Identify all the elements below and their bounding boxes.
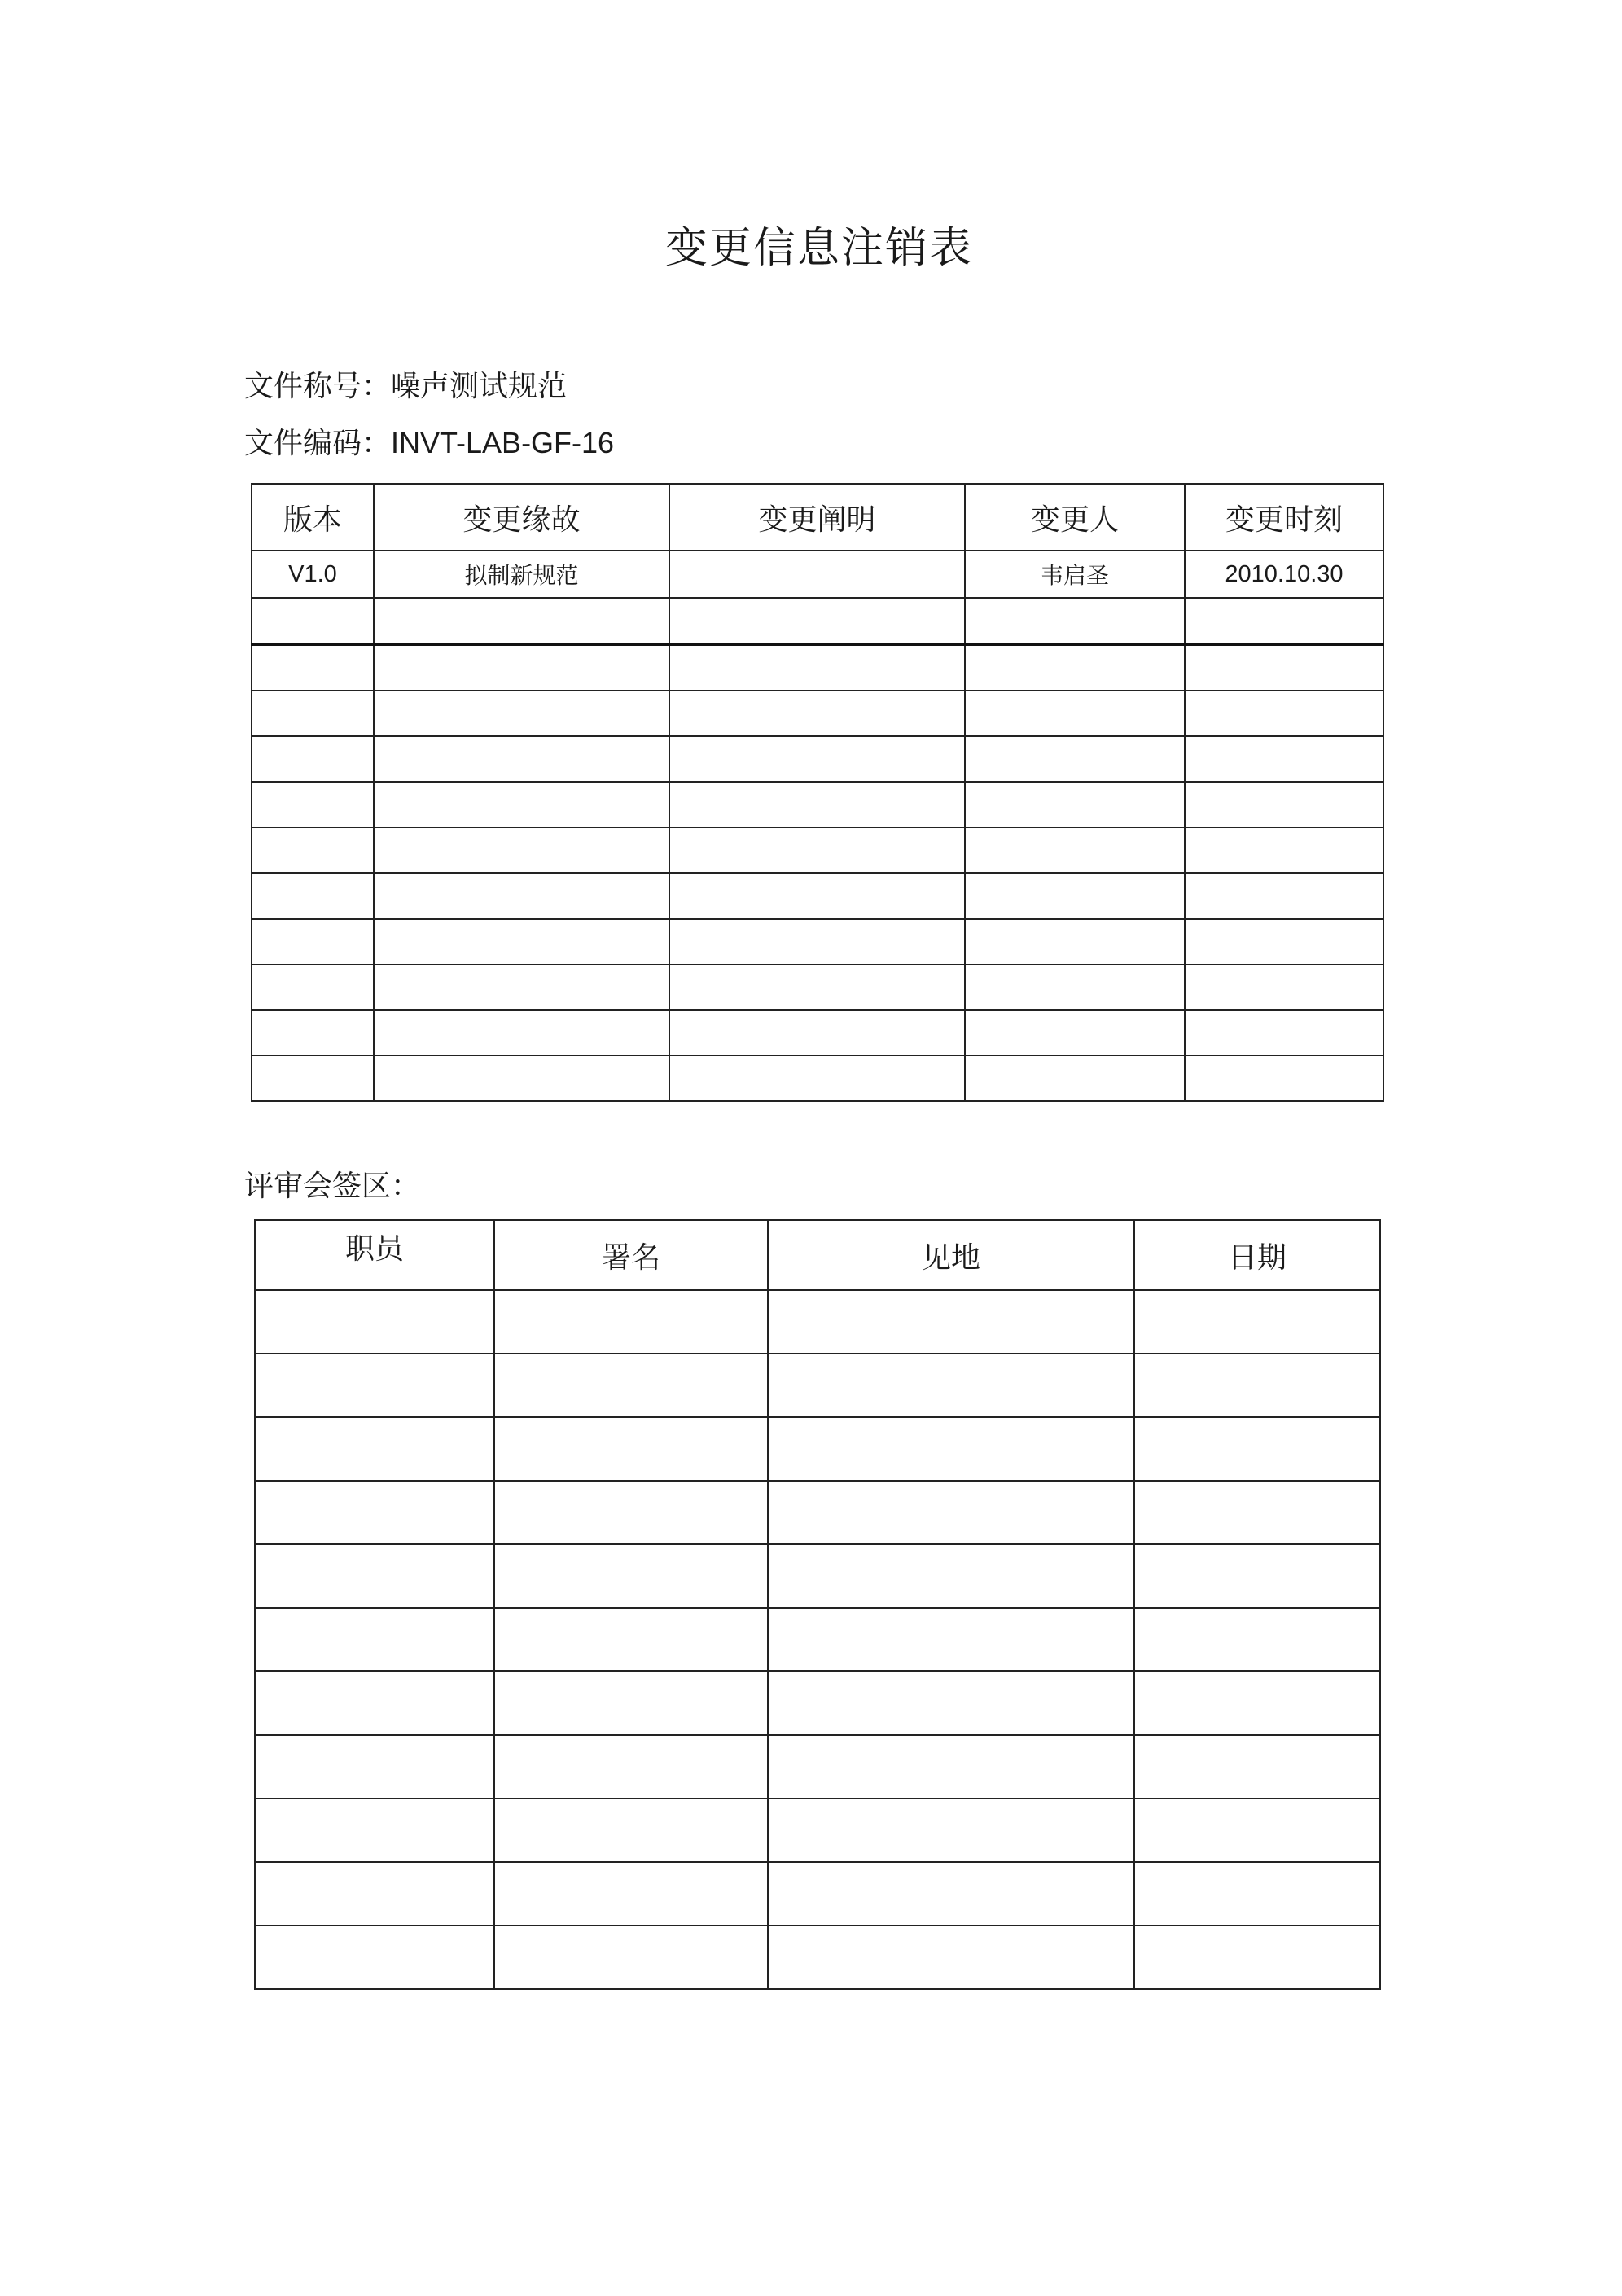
review-table-row [255, 1798, 1380, 1862]
change-table-cell [669, 873, 965, 919]
review-table-row [255, 1608, 1380, 1671]
change-table-cell [1185, 1010, 1383, 1056]
review-table-cell [494, 1608, 768, 1671]
header-signature: 署名 [494, 1220, 768, 1290]
change-table-row [252, 873, 1383, 919]
review-table-cell [1134, 1417, 1380, 1481]
change-table-cell [374, 1010, 669, 1056]
review-table-cell [1134, 1481, 1380, 1544]
change-table-cell [1185, 598, 1383, 644]
header-version: 版本 [252, 484, 374, 551]
change-table-cell: 拟制新规范 [374, 551, 669, 598]
change-table-header-row [252, 484, 1383, 551]
review-table-cell [255, 1544, 494, 1608]
change-table-cell [252, 782, 374, 828]
document-code-label: 文件编码： [244, 427, 392, 460]
review-table-cell [1134, 1290, 1380, 1354]
review-table-row [255, 1481, 1380, 1544]
review-table-cell [768, 1481, 1134, 1544]
review-table-cell [768, 1544, 1134, 1608]
change-table-cell [965, 782, 1185, 828]
review-table-cell [1134, 1798, 1380, 1862]
change-table-cell [965, 919, 1185, 964]
review-table-cell [494, 1798, 768, 1862]
review-table-row [255, 1417, 1380, 1481]
review-table-row [255, 1925, 1380, 1989]
header-change-description: 变更阐明 [669, 484, 965, 551]
change-table-cell [252, 873, 374, 919]
review-table-cell [255, 1862, 494, 1925]
change-table-cell [1185, 1056, 1383, 1101]
review-table-cell [768, 1417, 1134, 1481]
change-table-cell [965, 1056, 1185, 1101]
change-table-cell [252, 1010, 374, 1056]
review-table-row [255, 1354, 1380, 1417]
change-table-cell [252, 598, 374, 644]
review-table-row [255, 1671, 1380, 1735]
change-table-row [252, 828, 1383, 873]
review-table-cell [1134, 1544, 1380, 1608]
review-table-cell [1134, 1925, 1380, 1989]
change-table-cell [669, 919, 965, 964]
change-table-cell [669, 691, 965, 736]
change-table-cell [669, 1056, 965, 1101]
change-table-cell [669, 828, 965, 873]
change-table-cell [669, 644, 965, 691]
review-table-cell [768, 1862, 1134, 1925]
change-table-cell [1185, 873, 1383, 919]
review-table-cell [768, 1735, 1134, 1798]
header-changed-by: 变更人 [965, 484, 1185, 551]
header-opinion: 见地 [768, 1220, 1134, 1290]
change-table-cell [1185, 736, 1383, 782]
change-table-cell [1185, 964, 1383, 1010]
change-table-cell [669, 964, 965, 1010]
review-table-cell [494, 1290, 768, 1354]
review-table-cell [1134, 1735, 1380, 1798]
change-table-row [252, 551, 1383, 598]
change-table-row [252, 782, 1383, 828]
review-table-cell [494, 1925, 768, 1989]
review-table-row [255, 1544, 1380, 1608]
change-table-row [252, 691, 1383, 736]
change-table-cell [669, 782, 965, 828]
change-table-row [252, 1010, 1383, 1056]
change-table-cell [374, 873, 669, 919]
change-table-cell [374, 598, 669, 644]
document-name-line [244, 363, 567, 405]
change-table-cell [669, 736, 965, 782]
header-change-time: 变更时刻 [1185, 484, 1383, 551]
document-name-label: 文件称号： [244, 370, 392, 403]
change-table-cell [374, 828, 669, 873]
change-table-cell [669, 1010, 965, 1056]
review-signoff-table [254, 1219, 1381, 1990]
change-table-cell [965, 644, 1185, 691]
change-table-row [252, 598, 1383, 644]
change-table-cell [965, 964, 1185, 1010]
review-table-cell [768, 1354, 1134, 1417]
header-date: 日期 [1134, 1220, 1380, 1290]
change-table-cell [374, 736, 669, 782]
header-change-reason: 变更缘故 [374, 484, 669, 551]
review-table-cell [494, 1862, 768, 1925]
change-table-cell [252, 964, 374, 1010]
document-name-value: 噪声测试规范 [391, 370, 568, 403]
change-table-cell: 韦启圣 [965, 551, 1185, 598]
review-table-cell [1134, 1862, 1380, 1925]
change-table-cell [252, 691, 374, 736]
change-table-cell [374, 644, 669, 691]
review-table-cell [768, 1671, 1134, 1735]
review-table-cell [255, 1481, 494, 1544]
change-table-cell [1185, 644, 1383, 691]
change-table-cell [374, 1056, 669, 1101]
review-table-cell [494, 1481, 768, 1544]
change-table-cell [965, 691, 1185, 736]
page-title: 变更信息注销表 [664, 224, 973, 273]
change-table-cell [1185, 919, 1383, 964]
review-table-header-row [255, 1220, 1380, 1290]
change-table-cell [965, 736, 1185, 782]
review-table-cell [1134, 1608, 1380, 1671]
change-table-cell [252, 644, 374, 691]
review-table-cell [768, 1925, 1134, 1989]
change-table-cell: 2010.10.30 [1185, 551, 1383, 598]
review-table-cell [494, 1417, 768, 1481]
review-table-cell [255, 1608, 494, 1671]
review-table-cell [494, 1544, 768, 1608]
review-table-cell [255, 1671, 494, 1735]
change-table-cell [965, 828, 1185, 873]
change-table-cell [374, 919, 669, 964]
change-table-cell [1185, 691, 1383, 736]
review-table-cell [255, 1290, 494, 1354]
change-table-cell [965, 1010, 1185, 1056]
change-table-cell [252, 828, 374, 873]
review-table-row [255, 1862, 1380, 1925]
review-table-cell [1134, 1671, 1380, 1735]
review-table-cell [255, 1417, 494, 1481]
change-table-cell [669, 598, 965, 644]
change-table-row [252, 644, 1383, 691]
review-table-cell [494, 1735, 768, 1798]
change-table-row [252, 1056, 1383, 1101]
document-code-line [244, 420, 614, 462]
change-table-cell [252, 1056, 374, 1101]
change-table-row [252, 919, 1383, 964]
change-table-row [252, 964, 1383, 1010]
change-record-table [251, 483, 1384, 1102]
change-table-cell [965, 598, 1185, 644]
review-section-label: 评审会签区： [244, 1170, 421, 1203]
change-table-cell [965, 873, 1185, 919]
header-staff: 职员 [255, 1220, 494, 1290]
review-table-cell [1134, 1354, 1380, 1417]
change-table-cell [669, 551, 965, 598]
change-table-cell [252, 919, 374, 964]
review-table-cell [768, 1798, 1134, 1862]
review-table-cell [255, 1925, 494, 1989]
change-table-cell: V1.0 [252, 551, 374, 598]
review-table-cell [255, 1798, 494, 1862]
change-table-cell [1185, 828, 1383, 873]
change-table-cell [374, 964, 669, 1010]
change-table-cell [1185, 782, 1383, 828]
document-code-value: INVT-LAB-GF-16 [391, 426, 615, 459]
review-table-cell [768, 1608, 1134, 1671]
review-table-cell [494, 1671, 768, 1735]
review-table-row [255, 1735, 1380, 1798]
change-table-cell [252, 736, 374, 782]
review-table-cell [494, 1354, 768, 1417]
review-table-cell [768, 1290, 1134, 1354]
change-table-cell [374, 782, 669, 828]
review-table-cell [255, 1735, 494, 1798]
change-table-cell [374, 691, 669, 736]
review-table-cell [255, 1354, 494, 1417]
review-table-row [255, 1290, 1380, 1354]
change-table-row [252, 736, 1383, 782]
